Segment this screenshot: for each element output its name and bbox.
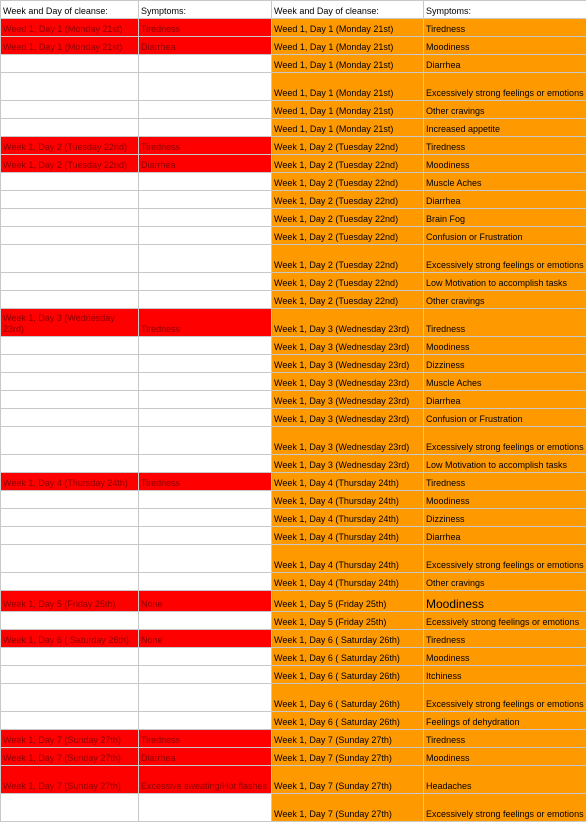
symptom-cell-right[interactable]: Diarrhea (424, 55, 586, 73)
cleanse-day-cell-right[interactable]: Week 1, Day 4 (Thursday 24th) (272, 491, 424, 509)
table-row (1, 373, 586, 391)
cleanse-day-cell-left[interactable]: Week 1, Day 4 (Thursday 24th) (1, 473, 139, 491)
cleanse-day-cell-left[interactable] (1, 666, 139, 684)
cleanse-day-cell-left[interactable]: Week 1, Day 3 (Wednesday 23rd) (1, 309, 139, 337)
cleanse-day-cell-left[interactable] (1, 648, 139, 666)
cleanse-day-cell-right[interactable]: Week 1, Day 2 (Tuesday 22nd) (272, 137, 424, 155)
cleanse-day-cell-right[interactable]: Week 1, Day 6 ( Saturday 26th) (272, 666, 424, 684)
cleanse-day-cell-right[interactable]: Week 1, Day 3 (Wednesday 23rd) (272, 309, 424, 337)
table-row (1, 409, 586, 427)
cleanse-day-cell-right[interactable]: Week 1, Day 6 ( Saturday 26th) (272, 712, 424, 730)
cleanse-day-cell-right[interactable]: Week 1, Day 2 (Tuesday 22nd) (272, 273, 424, 291)
cleanse-day-cell-left[interactable] (1, 101, 139, 119)
cleanse-day-cell-left[interactable] (1, 173, 139, 191)
symptom-cell-left[interactable] (139, 427, 272, 455)
cleanse-day-cell-right[interactable]: Week 1, Day 2 (Tuesday 22nd) (272, 155, 424, 173)
cleanse-day-cell-right[interactable]: Week 1, Day 5 (Friday 25th) (272, 591, 424, 612)
table-row (1, 427, 586, 455)
symptom-cell-left[interactable] (139, 373, 272, 391)
table-row (1, 155, 586, 173)
cleanse-day-cell-right[interactable]: Week 1, Day 5 (Friday 25th) (272, 612, 424, 630)
symptom-cell-right[interactable]: Other cravings (424, 573, 586, 591)
table-row (1, 527, 586, 545)
cleanse-day-cell-left[interactable]: Week 1, Day 2 (Tuesday 22nd) (1, 155, 139, 173)
cleanse-day-cell-right[interactable]: Week 1, Day 2 (Tuesday 22nd) (272, 245, 424, 273)
symptom-cell-left[interactable]: Tiredness (139, 309, 272, 337)
table-row (1, 245, 586, 273)
symptom-cell-right[interactable]: Tiredness (424, 19, 586, 37)
symptom-cell-left[interactable]: Tiredness (139, 730, 272, 748)
symptom-cell-left[interactable] (139, 291, 272, 309)
symptom-cell-left[interactable] (139, 509, 272, 527)
symptom-cell-right[interactable]: Excessively strong feelings or emotions (424, 794, 586, 822)
symptom-cell-right[interactable]: Excessively strong feelings or emotions (424, 427, 586, 455)
cleanse-day-cell-left[interactable]: Week 1, Day 7 (Sunday 27th) (1, 766, 139, 794)
cleanse-day-cell-left[interactable] (1, 273, 139, 291)
table-row (1, 173, 586, 191)
symptom-cell-left[interactable] (139, 101, 272, 119)
symptom-cell-right[interactable]: Excessively strong feelings or emotions (424, 73, 586, 101)
table-row (1, 227, 586, 245)
cleanse-day-cell-right[interactable]: Week 1, Day 4 (Thursday 24th) (272, 545, 424, 573)
cleanse-day-cell-right[interactable]: Week 1, Day 3 (Wednesday 23rd) (272, 391, 424, 409)
symptom-cell-right[interactable]: Diarrhea (424, 191, 586, 209)
cleanse-day-cell-right[interactable]: Week 1, Day 4 (Thursday 24th) (272, 527, 424, 545)
cleanse-day-cell-left[interactable] (1, 391, 139, 409)
symptom-cell-left[interactable]: Tiredness (139, 137, 272, 155)
table-row (1, 355, 586, 373)
cleanse-day-cell-right[interactable]: Week 1, Day 7 (Sunday 27th) (272, 766, 424, 794)
cleanse-day-cell-left[interactable] (1, 527, 139, 545)
table-row (1, 73, 586, 101)
symptom-cell-left[interactable]: Excessive sweating/Hot flashes (139, 766, 272, 794)
symptom-cell-left[interactable] (139, 209, 272, 227)
symptom-cell-left[interactable] (139, 173, 272, 191)
cleanse-day-cell-right[interactable]: Week 1, Day 2 (Tuesday 22nd) (272, 191, 424, 209)
cleanse-day-cell-left[interactable] (1, 545, 139, 573)
symptom-cell-right[interactable]: Other cravings (424, 101, 586, 119)
symptom-cell-left[interactable] (139, 666, 272, 684)
cleanse-day-cell-left[interactable] (1, 119, 139, 137)
table-row (1, 137, 586, 155)
table-row (1, 473, 586, 491)
table-row (1, 273, 586, 291)
table-row (1, 748, 586, 766)
symptom-cell-left[interactable] (139, 55, 272, 73)
cleanse-day-cell-right[interactable]: Week 1, Day 2 (Tuesday 22nd) (272, 291, 424, 309)
cleanse-day-cell-left[interactable]: Week 1, Day 6 ( Saturday 26th) (1, 630, 139, 648)
cleanse-day-cell-left[interactable] (1, 712, 139, 730)
symptom-cell-right[interactable]: Brain Fog (424, 209, 586, 227)
cleanse-day-cell-left[interactable] (1, 227, 139, 245)
symptom-cell-right[interactable]: Low Motivation to accomplish tasks (424, 273, 586, 291)
cleanse-day-cell-left[interactable] (1, 491, 139, 509)
symptom-cell-left[interactable]: None (139, 591, 272, 612)
symptom-cell-left[interactable] (139, 491, 272, 509)
table-row (1, 37, 586, 55)
symptom-cell-left[interactable]: Diarrhea (139, 748, 272, 766)
symptom-cell-right[interactable]: Low Motivation to accomplish tasks (424, 455, 586, 473)
symptom-cell-right[interactable]: Tiredness (424, 309, 586, 337)
cleanse-day-cell-left[interactable] (1, 373, 139, 391)
symptom-cell-right[interactable]: Muscle Aches (424, 373, 586, 391)
symptom-cell-left[interactable]: Tiredness (139, 19, 272, 37)
symptom-cell-right[interactable]: Confusion or Frustration (424, 409, 586, 427)
symptom-cell-left[interactable] (139, 612, 272, 630)
table-row (1, 337, 586, 355)
cleanse-day-cell-left[interactable] (1, 291, 139, 309)
table-row (1, 684, 586, 712)
table-row (1, 455, 586, 473)
symptom-cell-right[interactable]: Dizziness (424, 509, 586, 527)
cleanse-day-cell-left[interactable]: Week 1, Day 7 (Sunday 27th) (1, 748, 139, 766)
cleanse-day-cell-right[interactable]: Week 1, Day 4 (Thursday 24th) (272, 509, 424, 527)
table-row (1, 101, 586, 119)
cleanse-day-cell-right[interactable]: Week 1, Day 4 (Thursday 24th) (272, 473, 424, 491)
cleanse-day-cell-left[interactable] (1, 355, 139, 373)
cleanse-day-cell-left[interactable] (1, 509, 139, 527)
symptom-cell-right[interactable]: Increased appetite (424, 119, 586, 137)
cleanse-day-cell-left[interactable]: Week 1, Day 2 (Tuesday 22nd) (1, 137, 139, 155)
symptom-cell-right[interactable]: Other cravings (424, 291, 586, 309)
symptom-cell-right[interactable]: Symptoms: (424, 1, 586, 19)
symptom-cell-left[interactable] (139, 191, 272, 209)
symptom-cell-left[interactable] (139, 119, 272, 137)
symptom-cell-right[interactable]: Confusion or Frustration (424, 227, 586, 245)
table-row (1, 391, 586, 409)
symptom-cell-left[interactable] (139, 227, 272, 245)
symptom-cell-right[interactable]: Feelings of dehydration (424, 712, 586, 730)
symptom-cell-left[interactable]: Diarrhea (139, 37, 272, 55)
symptom-cell-left[interactable] (139, 273, 272, 291)
symptom-cell-left[interactable]: Tiredness (139, 473, 272, 491)
symptom-cell-right[interactable]: Diarrhea (424, 391, 586, 409)
cleanse-day-cell-left[interactable] (1, 573, 139, 591)
cleanse-day-cell-right[interactable]: Week 1, Day 2 (Tuesday 22nd) (272, 173, 424, 191)
symptom-cell-right[interactable]: Tiredness (424, 473, 586, 491)
symptom-cell-left[interactable] (139, 545, 272, 573)
symptom-cell-right[interactable]: Excessively strong feelings or emotions (424, 245, 586, 273)
symptom-cell-right[interactable]: Moodiness (424, 155, 586, 173)
cleanse-day-cell-right[interactable]: Week and Day of cleanse: (272, 1, 424, 19)
symptom-cell-right[interactable]: Tiredness (424, 630, 586, 648)
cleanse-day-cell-right[interactable]: Week 1, Day 3 (Wednesday 23rd) (272, 373, 424, 391)
symptom-cell-left[interactable]: Symptoms: (139, 1, 272, 19)
table-row (1, 209, 586, 227)
symptom-cell-left[interactable] (139, 355, 272, 373)
table-row (1, 630, 586, 648)
cleanse-day-cell-right[interactable]: Week 1, Day 7 (Sunday 27th) (272, 730, 424, 748)
symptom-cell-left[interactable] (139, 794, 272, 822)
cleanse-day-cell-left[interactable]: Week 1, Day 7 (Sunday 27th) (1, 730, 139, 748)
symptom-cell-left[interactable] (139, 455, 272, 473)
symptom-cell-right[interactable]: Headaches (424, 766, 586, 794)
cleanse-day-cell-right[interactable]: Week 1, Day 7 (Sunday 27th) (272, 794, 424, 822)
table-row (1, 730, 586, 748)
symptom-cell-right[interactable]: Tiredness (424, 137, 586, 155)
symptom-cell-left[interactable] (139, 684, 272, 712)
symptom-cell-right[interactable]: Ecessively strong feelings or emotions (424, 612, 586, 630)
table-row (1, 573, 586, 591)
cleanse-day-cell-right[interactable]: Week 1, Day 6 ( Saturday 26th) (272, 630, 424, 648)
cleanse-day-cell-right[interactable]: Week 1, Day 3 (Wednesday 23rd) (272, 427, 424, 455)
symptom-cell-left[interactable] (139, 73, 272, 101)
table-row (1, 612, 586, 630)
symptom-cell-right[interactable]: Itchiness (424, 666, 586, 684)
symptom-cell-right[interactable]: Excessively strong feelings or emotions (424, 684, 586, 712)
cleanse-day-cell-left[interactable] (1, 409, 139, 427)
cleanse-day-cell-right[interactable]: Weed 1, Day 1 (Monday 21st) (272, 55, 424, 73)
cleanse-day-cell-left[interactable] (1, 427, 139, 455)
table-row (1, 55, 586, 73)
table-row (1, 191, 586, 209)
table-row (1, 794, 586, 822)
cleanse-day-cell-right[interactable]: Week 1, Day 6 ( Saturday 26th) (272, 684, 424, 712)
table-row (1, 545, 586, 573)
symptom-cell-left[interactable] (139, 573, 272, 591)
table-row (1, 19, 586, 37)
cleanse-day-cell-left[interactable] (1, 55, 139, 73)
symptom-cell-right[interactable]: Dizziness (424, 355, 586, 373)
cleanse-day-cell-left[interactable] (1, 684, 139, 712)
symptom-cell-right[interactable]: Moodiness (424, 591, 586, 612)
cleanse-day-cell-left[interactable]: Week 1, Day 5 (Friday 25th) (1, 591, 139, 612)
cleanse-day-cell-right[interactable]: Week 1, Day 3 (Wednesday 23rd) (272, 355, 424, 373)
symptom-cell-left[interactable] (139, 409, 272, 427)
table-row (1, 119, 586, 137)
cleanse-day-cell-right[interactable]: Weed 1, Day 1 (Monday 21st) (272, 19, 424, 37)
table-row (1, 766, 586, 794)
cleanse-day-cell-right[interactable]: Week 1, Day 2 (Tuesday 22nd) (272, 227, 424, 245)
symptom-cell-left[interactable] (139, 712, 272, 730)
cleanse-day-cell-left[interactable] (1, 612, 139, 630)
symptom-cell-left[interactable]: None (139, 630, 272, 648)
symptom-cell-right[interactable]: Moodiness (424, 648, 586, 666)
table-row (1, 309, 586, 337)
symptom-cell-right[interactable]: Moodiness (424, 337, 586, 355)
table-row (1, 291, 586, 309)
symptom-cell-right[interactable]: Diarrhea (424, 527, 586, 545)
cleanse-day-cell-right[interactable]: Week 1, Day 3 (Wednesday 23rd) (272, 455, 424, 473)
cleanse-day-cell-left[interactable] (1, 191, 139, 209)
symptom-cell-right[interactable]: Muscle Aches (424, 173, 586, 191)
cleanse-day-cell-left[interactable] (1, 245, 139, 273)
cleanse-day-cell-right[interactable]: Week 1, Day 7 (Sunday 27th) (272, 748, 424, 766)
cleanse-day-cell-right[interactable]: Week 1, Day 3 (Wednesday 23rd) (272, 409, 424, 427)
symptom-cell-left[interactable] (139, 337, 272, 355)
cleanse-day-cell-left[interactable]: Week and Day of cleanse: (1, 1, 139, 19)
symptom-cell-right[interactable]: Moodiness (424, 491, 586, 509)
table-row (1, 491, 586, 509)
cleanse-day-cell-left[interactable] (1, 209, 139, 227)
cleanse-day-cell-right[interactable]: Weed 1, Day 1 (Monday 21st) (272, 73, 424, 101)
table-row (1, 591, 586, 612)
cleanse-day-cell-left[interactable]: Weed 1, Day 1 (Monday 21st) (1, 19, 139, 37)
symptom-cell-left[interactable] (139, 648, 272, 666)
symptom-cell-left[interactable] (139, 391, 272, 409)
cleanse-day-cell-left[interactable] (1, 337, 139, 355)
table-row (1, 648, 586, 666)
cleanse-day-cell-left[interactable] (1, 455, 139, 473)
symptom-cell-right[interactable]: Moodiness (424, 37, 586, 55)
symptom-cell-right[interactable]: Excessively strong feelings or emotions (424, 545, 586, 573)
cleanse-day-cell-right[interactable]: Week 1, Day 6 ( Saturday 26th) (272, 648, 424, 666)
symptom-cell-left[interactable] (139, 245, 272, 273)
cleanse-day-cell-left[interactable] (1, 794, 139, 822)
cleanse-day-cell-right[interactable]: Week 1, Day 3 (Wednesday 23rd) (272, 337, 424, 355)
cleanse-day-cell-right[interactable]: Weed 1, Day 1 (Monday 21st) (272, 119, 424, 137)
symptom-cell-right[interactable]: Moodiness (424, 748, 586, 766)
table-row (1, 509, 586, 527)
symptom-cell-left[interactable]: Diarrhea (139, 155, 272, 173)
symptom-cell-right[interactable]: Tiredness (424, 730, 586, 748)
cleanse-day-cell-right[interactable]: Weed 1, Day 1 (Monday 21st) (272, 101, 424, 119)
cleanse-day-cell-right[interactable]: Week 1, Day 2 (Tuesday 22nd) (272, 209, 424, 227)
cleanse-day-cell-left[interactable]: Weed 1, Day 1 (Monday 21st) (1, 37, 139, 55)
cleanse-day-cell-right[interactable]: Week 1, Day 4 (Thursday 24th) (272, 573, 424, 591)
spreadsheet-body (1, 1, 586, 822)
table-row (1, 666, 586, 684)
cleanse-day-cell-left[interactable] (1, 73, 139, 101)
cleanse-day-cell-right[interactable]: Weed 1, Day 1 (Monday 21st) (272, 37, 424, 55)
symptom-cell-left[interactable] (139, 527, 272, 545)
table-row (1, 712, 586, 730)
table-row (1, 1, 586, 19)
